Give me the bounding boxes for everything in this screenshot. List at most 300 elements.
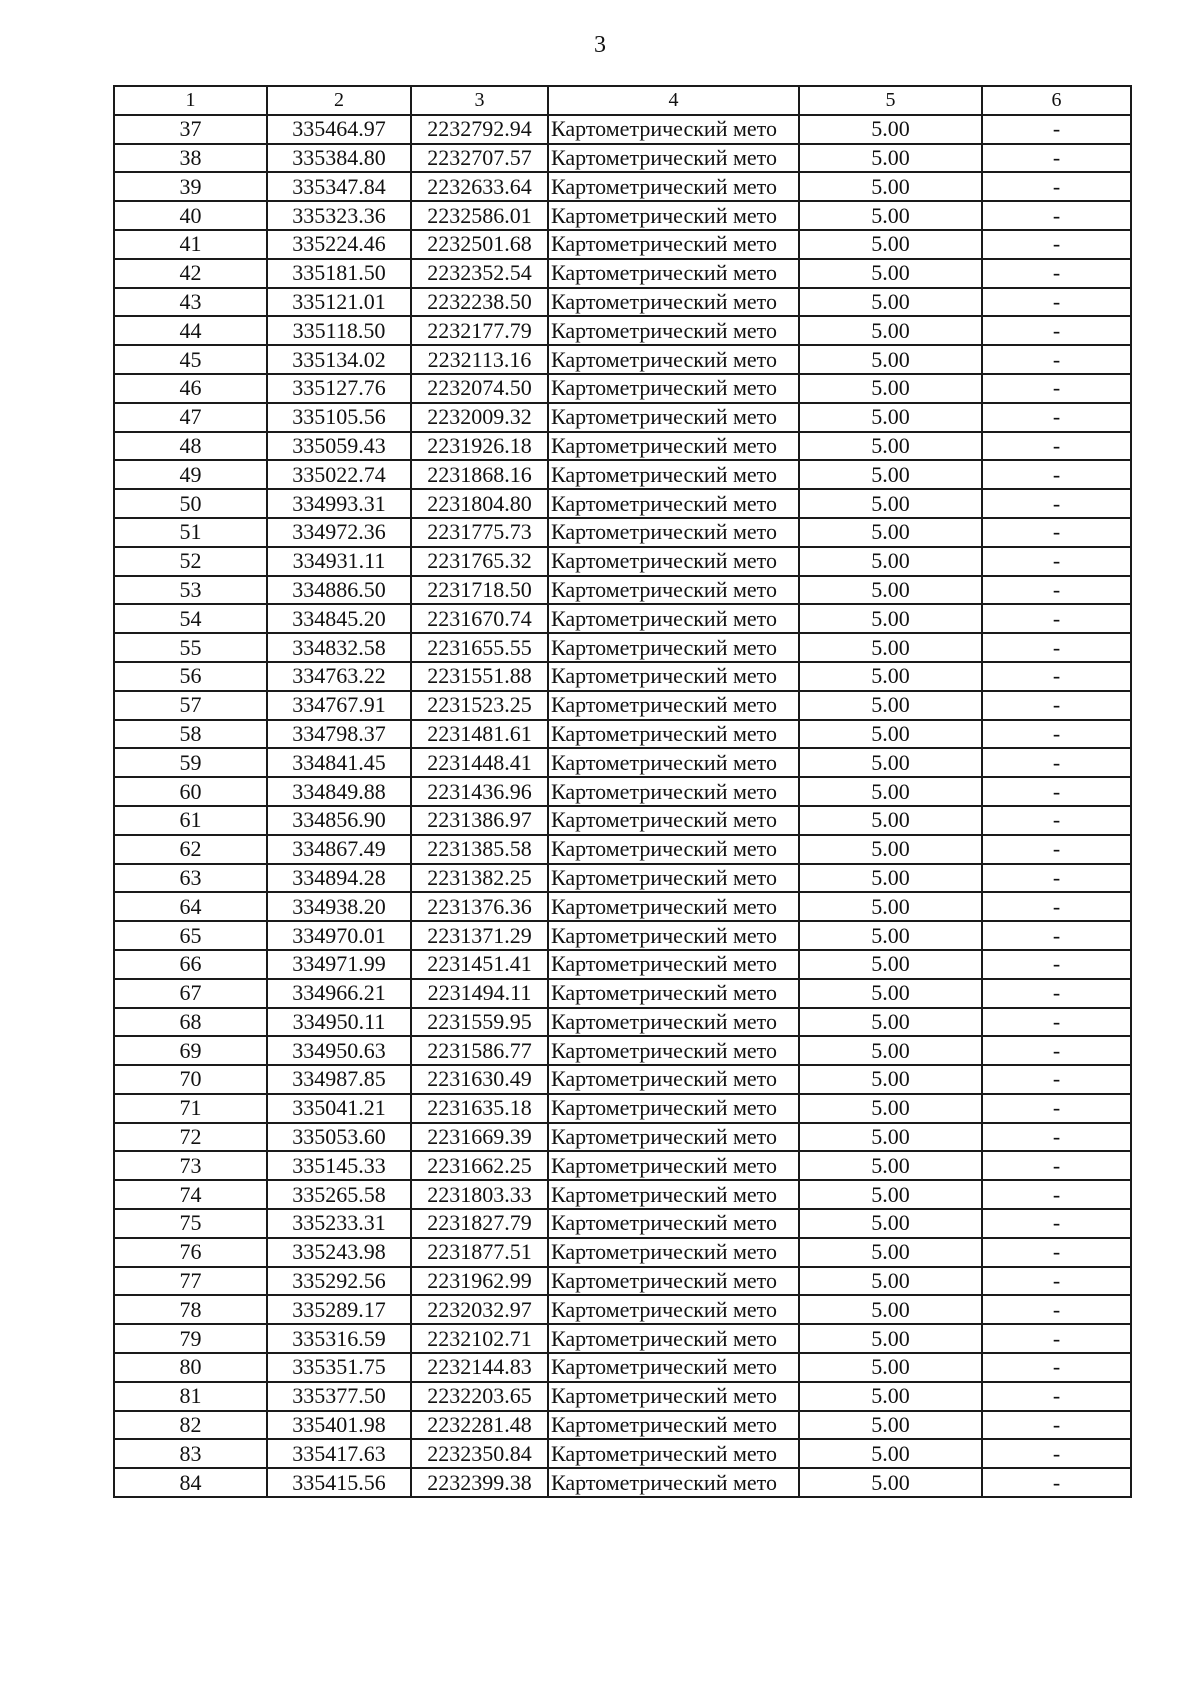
y-coordinate-cell: 2231803.33 [411,1180,548,1209]
description-cell: - [982,1238,1131,1267]
method-cell: Картометрический мето [548,1094,799,1123]
table-row [114,518,1131,547]
method-cell: Картометрический мето [548,1468,799,1497]
x-coordinate-cell: 334987.85 [267,1065,411,1094]
point-number-cell: 68 [114,1008,267,1037]
point-number-cell: 64 [114,892,267,921]
table-row [114,1180,1131,1209]
accuracy-cell: 5.00 [799,1094,982,1123]
point-number-cell: 42 [114,259,267,288]
point-number-cell: 51 [114,518,267,547]
description-cell: - [982,1439,1131,1468]
description-cell: - [982,288,1131,317]
y-coordinate-cell: 2232501.68 [411,230,548,259]
accuracy-cell: 5.00 [799,1382,982,1411]
table-row [114,489,1131,518]
x-coordinate-cell: 334971.99 [267,950,411,979]
table-row [114,1065,1131,1094]
point-number-cell: 66 [114,950,267,979]
accuracy-cell: 5.00 [799,806,982,835]
method-cell: Картометрический мето [548,115,799,144]
method-cell: Картометрический мето [548,374,799,403]
table-row [114,374,1131,403]
description-cell: - [982,518,1131,547]
table-row [114,892,1131,921]
accuracy-cell: 5.00 [799,864,982,893]
description-cell: - [982,1382,1131,1411]
point-number-cell: 79 [114,1324,267,1353]
table-row [114,288,1131,317]
description-cell: - [982,1295,1131,1324]
method-cell: Картометрический мето [548,1411,799,1440]
method-cell: Картометрический мето [548,864,799,893]
description-cell: - [982,720,1131,749]
description-cell: - [982,374,1131,403]
method-cell: Картометрический мето [548,259,799,288]
x-coordinate-cell: 334894.28 [267,864,411,893]
description-cell: - [982,864,1131,893]
x-coordinate-cell: 334832.58 [267,633,411,662]
description-cell: - [982,230,1131,259]
table-row [114,316,1131,345]
x-coordinate-cell: 335121.01 [267,288,411,317]
accuracy-cell: 5.00 [799,979,982,1008]
table-row [114,547,1131,576]
table-row [114,201,1131,230]
table-row [114,1324,1131,1353]
method-cell: Картометрический мето [548,201,799,230]
point-number-cell: 73 [114,1151,267,1180]
point-number-cell: 50 [114,489,267,518]
x-coordinate-cell: 334867.49 [267,835,411,864]
table-row [114,1468,1131,1497]
table-row [114,172,1131,201]
y-coordinate-cell: 2232102.71 [411,1324,548,1353]
x-coordinate-cell: 335316.59 [267,1324,411,1353]
point-number-cell: 80 [114,1353,267,1382]
x-coordinate-cell: 334950.11 [267,1008,411,1037]
y-coordinate-cell: 2232203.65 [411,1382,548,1411]
x-coordinate-cell: 335041.21 [267,1094,411,1123]
x-coordinate-cell: 335347.84 [267,172,411,201]
x-coordinate-cell: 334972.36 [267,518,411,547]
y-coordinate-cell: 2231765.32 [411,547,548,576]
accuracy-cell: 5.00 [799,230,982,259]
coordinates-table [113,85,1132,1498]
accuracy-cell: 5.00 [799,633,982,662]
column-header: 1 [114,86,267,115]
accuracy-cell: 5.00 [799,1036,982,1065]
method-cell: Картометрический мето [548,1353,799,1382]
accuracy-cell: 5.00 [799,950,982,979]
point-number-cell: 70 [114,1065,267,1094]
description-cell: - [982,316,1131,345]
table-row [114,460,1131,489]
x-coordinate-cell: 334950.63 [267,1036,411,1065]
table-row [114,1411,1131,1440]
accuracy-cell: 5.00 [799,720,982,749]
description-cell: - [982,1468,1131,1497]
accuracy-cell: 5.00 [799,892,982,921]
method-cell: Картометрический мето [548,1209,799,1238]
description-cell: - [982,172,1131,201]
y-coordinate-cell: 2231669.39 [411,1123,548,1152]
x-coordinate-cell: 335118.50 [267,316,411,345]
method-cell: Картометрический мето [548,720,799,749]
method-cell: Картометрический мето [548,777,799,806]
table-row [114,1382,1131,1411]
table-row [114,1295,1131,1324]
point-number-cell: 63 [114,864,267,893]
y-coordinate-cell: 2231385.58 [411,835,548,864]
accuracy-cell: 5.00 [799,1238,982,1267]
y-coordinate-cell: 2231376.36 [411,892,548,921]
accuracy-cell: 5.00 [799,1267,982,1296]
column-header: 5 [799,86,982,115]
point-number-cell: 75 [114,1209,267,1238]
table-row [114,604,1131,633]
point-number-cell: 76 [114,1238,267,1267]
table-row [114,1267,1131,1296]
table-body [114,115,1131,1497]
table-row [114,1008,1131,1037]
point-number-cell: 44 [114,316,267,345]
table-row [114,230,1131,259]
accuracy-cell: 5.00 [799,432,982,461]
table-row [114,864,1131,893]
table-row [114,432,1131,461]
y-coordinate-cell: 2231386.97 [411,806,548,835]
accuracy-cell: 5.00 [799,604,982,633]
accuracy-cell: 5.00 [799,288,982,317]
point-number-cell: 48 [114,432,267,461]
x-coordinate-cell: 334931.11 [267,547,411,576]
description-cell: - [982,1065,1131,1094]
x-coordinate-cell: 335053.60 [267,1123,411,1152]
method-cell: Картометрический мето [548,1439,799,1468]
x-coordinate-cell: 335351.75 [267,1353,411,1382]
method-cell: Картометрический мето [548,806,799,835]
table-row [114,691,1131,720]
x-coordinate-cell: 334849.88 [267,777,411,806]
table-row [114,1123,1131,1152]
method-cell: Картометрический мето [548,460,799,489]
table-row [114,115,1131,144]
y-coordinate-cell: 2232586.01 [411,201,548,230]
description-cell: - [982,1324,1131,1353]
accuracy-cell: 5.00 [799,403,982,432]
table-row [114,1238,1131,1267]
method-cell: Картометрический мето [548,1008,799,1037]
y-coordinate-cell: 2231382.25 [411,864,548,893]
table-row [114,748,1131,777]
method-cell: Картометрический мето [548,835,799,864]
y-coordinate-cell: 2231635.18 [411,1094,548,1123]
description-cell: - [982,633,1131,662]
y-coordinate-cell: 2231371.29 [411,921,548,950]
accuracy-cell: 5.00 [799,489,982,518]
method-cell: Картометрический мето [548,432,799,461]
table-row [114,1439,1131,1468]
table-row [114,576,1131,605]
y-coordinate-cell: 2231523.25 [411,691,548,720]
method-cell: Картометрический мето [548,518,799,547]
point-number-cell: 69 [114,1036,267,1065]
header-row [114,86,1131,115]
point-number-cell: 46 [114,374,267,403]
accuracy-cell: 5.00 [799,201,982,230]
point-number-cell: 62 [114,835,267,864]
method-cell: Картометрический мето [548,1036,799,1065]
point-number-cell: 81 [114,1382,267,1411]
description-cell: - [982,1151,1131,1180]
accuracy-cell: 5.00 [799,374,982,403]
description-cell: - [982,403,1131,432]
accuracy-cell: 5.00 [799,1468,982,1497]
point-number-cell: 58 [114,720,267,749]
column-header: 3 [411,86,548,115]
table-row [114,662,1131,691]
point-number-cell: 52 [114,547,267,576]
method-cell: Картометрический мето [548,921,799,950]
y-coordinate-cell: 2232281.48 [411,1411,548,1440]
column-header: 6 [982,86,1131,115]
table-row [114,921,1131,950]
method-cell: Картометрический мето [548,403,799,432]
method-cell: Картометрический мето [548,1267,799,1296]
y-coordinate-cell: 2231448.41 [411,748,548,777]
x-coordinate-cell: 335323.36 [267,201,411,230]
point-number-cell: 41 [114,230,267,259]
table-row [114,633,1131,662]
description-cell: - [982,1180,1131,1209]
accuracy-cell: 5.00 [799,547,982,576]
method-cell: Картометрический мето [548,576,799,605]
y-coordinate-cell: 2231827.79 [411,1209,548,1238]
y-coordinate-cell: 2232399.38 [411,1468,548,1497]
point-number-cell: 53 [114,576,267,605]
accuracy-cell: 5.00 [799,518,982,547]
y-coordinate-cell: 2231436.96 [411,777,548,806]
table-row [114,345,1131,374]
point-number-cell: 57 [114,691,267,720]
point-number-cell: 38 [114,144,267,173]
x-coordinate-cell: 335265.58 [267,1180,411,1209]
point-number-cell: 65 [114,921,267,950]
description-cell: - [982,691,1131,720]
accuracy-cell: 5.00 [799,1324,982,1353]
accuracy-cell: 5.00 [799,1123,982,1152]
y-coordinate-cell: 2231481.61 [411,720,548,749]
description-cell: - [982,921,1131,950]
point-number-cell: 72 [114,1123,267,1152]
x-coordinate-cell: 334993.31 [267,489,411,518]
description-cell: - [982,432,1131,461]
y-coordinate-cell: 2232032.97 [411,1295,548,1324]
description-cell: - [982,950,1131,979]
table-row [114,403,1131,432]
description-cell: - [982,777,1131,806]
point-number-cell: 40 [114,201,267,230]
accuracy-cell: 5.00 [799,921,982,950]
description-cell: - [982,604,1131,633]
accuracy-cell: 5.00 [799,1151,982,1180]
x-coordinate-cell: 335127.76 [267,374,411,403]
description-cell: - [982,1123,1131,1152]
method-cell: Картометрический мето [548,950,799,979]
x-coordinate-cell: 335417.63 [267,1439,411,1468]
y-coordinate-cell: 2231804.80 [411,489,548,518]
x-coordinate-cell: 334856.90 [267,806,411,835]
point-number-cell: 67 [114,979,267,1008]
accuracy-cell: 5.00 [799,345,982,374]
y-coordinate-cell: 2231775.73 [411,518,548,547]
table-header [114,86,1131,115]
method-cell: Картометрический мето [548,1238,799,1267]
y-coordinate-cell: 2232144.83 [411,1353,548,1382]
accuracy-cell: 5.00 [799,1411,982,1440]
point-number-cell: 83 [114,1439,267,1468]
x-coordinate-cell: 335181.50 [267,259,411,288]
method-cell: Картометрический мето [548,1324,799,1353]
accuracy-cell: 5.00 [799,1295,982,1324]
point-number-cell: 45 [114,345,267,374]
x-coordinate-cell: 335384.80 [267,144,411,173]
accuracy-cell: 5.00 [799,1353,982,1382]
y-coordinate-cell: 2232009.32 [411,403,548,432]
x-coordinate-cell: 335464.97 [267,115,411,144]
accuracy-cell: 5.00 [799,1209,982,1238]
accuracy-cell: 5.00 [799,1439,982,1468]
point-number-cell: 54 [114,604,267,633]
y-coordinate-cell: 2231868.16 [411,460,548,489]
method-cell: Картометрический мето [548,1295,799,1324]
accuracy-cell: 5.00 [799,777,982,806]
x-coordinate-cell: 335059.43 [267,432,411,461]
method-cell: Картометрический мето [548,489,799,518]
method-cell: Картометрический мето [548,604,799,633]
description-cell: - [982,835,1131,864]
table-row [114,1353,1131,1382]
table-row [114,950,1131,979]
description-cell: - [982,345,1131,374]
y-coordinate-cell: 2232352.54 [411,259,548,288]
x-coordinate-cell: 334970.01 [267,921,411,950]
table-row [114,806,1131,835]
point-number-cell: 43 [114,288,267,317]
x-coordinate-cell: 335243.98 [267,1238,411,1267]
table-row [114,1094,1131,1123]
accuracy-cell: 5.00 [799,748,982,777]
description-cell: - [982,547,1131,576]
method-cell: Картометрический мето [548,547,799,576]
x-coordinate-cell: 335415.56 [267,1468,411,1497]
x-coordinate-cell: 334763.22 [267,662,411,691]
description-cell: - [982,259,1131,288]
x-coordinate-cell: 335224.46 [267,230,411,259]
accuracy-cell: 5.00 [799,460,982,489]
description-cell: - [982,979,1131,1008]
point-number-cell: 71 [114,1094,267,1123]
y-coordinate-cell: 2231718.50 [411,576,548,605]
y-coordinate-cell: 2232113.16 [411,345,548,374]
point-number-cell: 78 [114,1295,267,1324]
x-coordinate-cell: 335145.33 [267,1151,411,1180]
column-header: 4 [548,86,799,115]
description-cell: - [982,1094,1131,1123]
method-cell: Картометрический мето [548,662,799,691]
y-coordinate-cell: 2231670.74 [411,604,548,633]
method-cell: Картометрический мето [548,230,799,259]
y-coordinate-cell: 2232350.84 [411,1439,548,1468]
point-number-cell: 39 [114,172,267,201]
description-cell: - [982,144,1131,173]
description-cell: - [982,1267,1131,1296]
method-cell: Картометрический мето [548,633,799,662]
method-cell: Картометрический мето [548,748,799,777]
y-coordinate-cell: 2231662.25 [411,1151,548,1180]
y-coordinate-cell: 2231451.41 [411,950,548,979]
method-cell: Картометрический мето [548,691,799,720]
description-cell: - [982,662,1131,691]
method-cell: Картометрический мето [548,892,799,921]
x-coordinate-cell: 335292.56 [267,1267,411,1296]
point-number-cell: 59 [114,748,267,777]
description-cell: - [982,576,1131,605]
x-coordinate-cell: 335289.17 [267,1295,411,1324]
description-cell: - [982,806,1131,835]
method-cell: Картометрический мето [548,288,799,317]
accuracy-cell: 5.00 [799,576,982,605]
accuracy-cell: 5.00 [799,662,982,691]
description-cell: - [982,1411,1131,1440]
y-coordinate-cell: 2232792.94 [411,115,548,144]
x-coordinate-cell: 335233.31 [267,1209,411,1238]
table-row [114,1036,1131,1065]
accuracy-cell: 5.00 [799,835,982,864]
accuracy-cell: 5.00 [799,172,982,201]
table-row [114,259,1131,288]
description-cell: - [982,460,1131,489]
accuracy-cell: 5.00 [799,144,982,173]
x-coordinate-cell: 335401.98 [267,1411,411,1440]
y-coordinate-cell: 2231494.11 [411,979,548,1008]
y-coordinate-cell: 2231655.55 [411,633,548,662]
accuracy-cell: 5.00 [799,1008,982,1037]
description-cell: - [982,489,1131,518]
accuracy-cell: 5.00 [799,1065,982,1094]
point-number-cell: 55 [114,633,267,662]
y-coordinate-cell: 2231551.88 [411,662,548,691]
point-number-cell: 60 [114,777,267,806]
method-cell: Картометрический мето [548,144,799,173]
table-row [114,979,1131,1008]
method-cell: Картометрический мето [548,172,799,201]
description-cell: - [982,1209,1131,1238]
y-coordinate-cell: 2232707.57 [411,144,548,173]
method-cell: Картометрический мето [548,1180,799,1209]
y-coordinate-cell: 2232633.64 [411,172,548,201]
method-cell: Картометрический мето [548,1065,799,1094]
description-cell: - [982,892,1131,921]
y-coordinate-cell: 2232238.50 [411,288,548,317]
description-cell: - [982,115,1131,144]
table-row [114,1209,1131,1238]
y-coordinate-cell: 2231586.77 [411,1036,548,1065]
y-coordinate-cell: 2231559.95 [411,1008,548,1037]
accuracy-cell: 5.00 [799,691,982,720]
table-row [114,144,1131,173]
